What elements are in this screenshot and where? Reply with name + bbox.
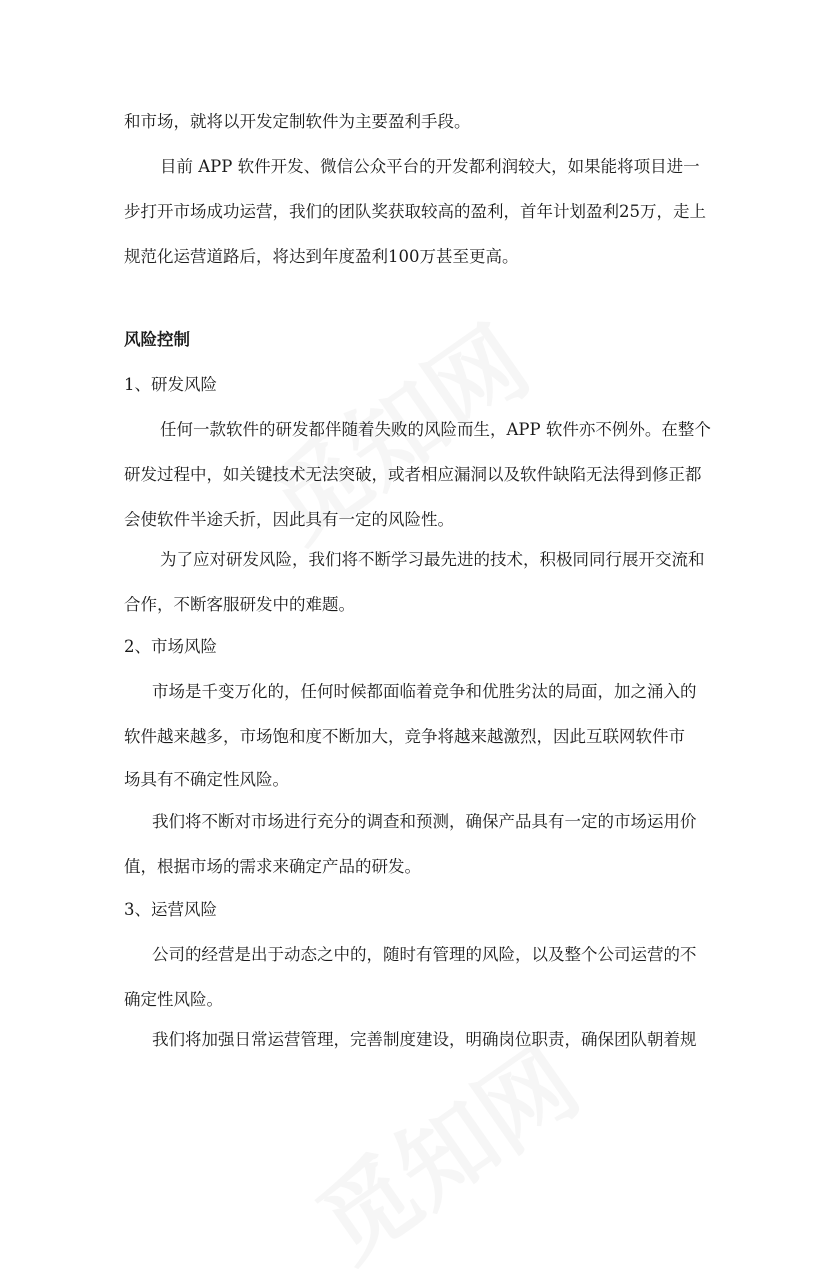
paragraph-line: 任何一款软件的研发都伴随着失败的风险而生，APP 软件亦不例外。在整个 xyxy=(160,420,711,439)
paragraph-line: 场具有不确定性风险。 xyxy=(124,770,289,789)
paragraph-line: 会使软件半途夭折，因此具有一定的风险性。 xyxy=(124,510,454,529)
paragraph-line: 合作，不断客服研发中的难题。 xyxy=(124,595,355,614)
paragraph-line: 确定性风险。 xyxy=(124,990,223,1009)
paragraph-line: 我们将加强日常运营管理，完善制度建设，明确岗位职责，确保团队朝着规 xyxy=(152,1030,697,1049)
paragraph-line: 值，根据市场的需求来确定产品的研发。 xyxy=(124,857,421,876)
paragraph-line: 研发过程中，如关键技术无法突破，或者相应漏洞以及软件缺陷无法得到修正都 xyxy=(124,465,702,484)
watermark-text-bottom xyxy=(287,1010,601,1287)
paragraph-line: 软件越来越多，市场饱和度不断加大，竞争将越来越激烈，因此互联网软件市 xyxy=(124,727,685,746)
subsection-heading: 3、运营风险 xyxy=(124,900,217,919)
paragraph-line: 和市场，就将以开发定制软件为主要盈利手段。 xyxy=(124,112,471,131)
paragraph-line: 我们将不断对市场进行充分的调查和预测，确保产品具有一定的市场运用价 xyxy=(152,812,697,831)
paragraph-line: 市场是千变万化的，任何时候都面临着竞争和优胜劣汰的局面，加之涌入的 xyxy=(152,682,697,701)
paragraph-line: 规范化运营道路后，将达到年度盈利100万甚至更高。 xyxy=(124,247,519,266)
subsection-heading: 2、市场风险 xyxy=(124,637,217,656)
paragraph-line: 步打开市场成功运营，我们的团队奖获取较高的盈利，首年计划盈利25万，走上 xyxy=(124,202,706,221)
paragraph-line: 目前 APP 软件开发、微信公众平台的开发都利润较大，如果能将项目进一 xyxy=(160,157,700,176)
subsection-heading: 1、研发风险 xyxy=(124,375,217,394)
paragraph-line: 为了应对研发风险，我们将不断学习最先进的技术，积极同同行展开交流和 xyxy=(160,550,705,569)
section-heading: 风险控制 xyxy=(124,330,190,349)
paragraph-line: 公司的经营是出于动态之中的，随时有管理的风险，以及整个公司运营的不 xyxy=(152,945,697,964)
